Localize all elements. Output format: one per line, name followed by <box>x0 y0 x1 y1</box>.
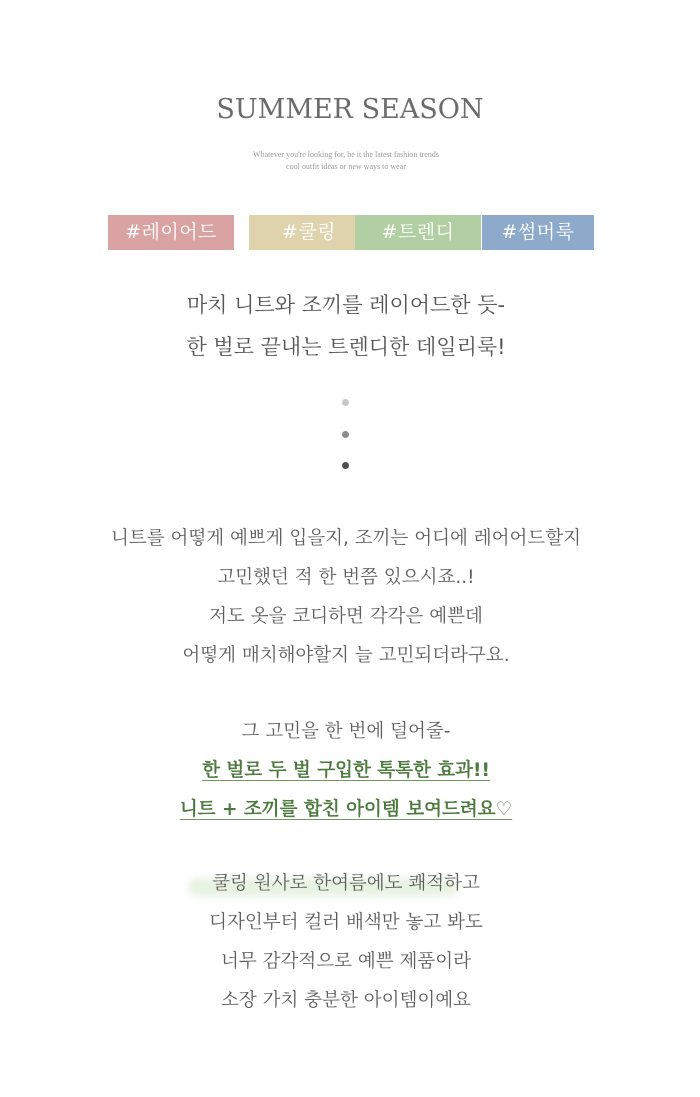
highlight-text: 니트 + 조끼를 합친 아이템 보여드려요♡ <box>179 799 513 820</box>
page-subtitle <box>0 149 692 173</box>
subtitle-line: Whatever you're looking for, be it the latest fashion trends <box>253 150 439 159</box>
intro-paragraph <box>0 519 692 675</box>
separator-dot <box>342 431 349 438</box>
highlight-text: 한 벌로 두 벌 구입한 톡톡한 효과!! <box>202 760 490 781</box>
hashtag-list <box>108 215 594 250</box>
paragraph-line: 어떻게 매치해야할지 늘 고민되더라구요. <box>182 645 510 666</box>
headline-line: 한 벌로 끝내는 트렌디한 데일리룩! <box>186 335 506 359</box>
paragraph-line: 고민했던 적 한 번쯤 있으시죠..! <box>217 567 475 588</box>
hashtag-trendy: #트렌디 <box>355 215 481 250</box>
paragraph-line: 쿨링 원사로 한여름에도 쾌적하고 <box>212 873 480 894</box>
headline-line: 마치 니트와 조끼를 레이어드한 듯- <box>186 293 506 317</box>
paragraph-line: 그 고민을 한 번에 덜어줄- <box>241 721 451 742</box>
separator-dot <box>342 462 349 469</box>
hashtag-cooling: #쿨링 <box>249 215 369 250</box>
feature-paragraph <box>0 864 692 1020</box>
subtitle-line: cool outfit ideas or new ways to wear <box>286 162 406 171</box>
page-title: SUMMER SEASON <box>216 94 484 125</box>
highlight-paragraph <box>0 712 692 829</box>
separator-dot <box>342 399 349 406</box>
paragraph-line: 니트를 어떻게 예쁘게 입을지, 조끼는 어디에 레어어드할지 <box>110 528 582 549</box>
hashtag-summer-look: #썸머룩 <box>482 215 594 250</box>
hashtag-layered: #레이어드 <box>108 215 234 250</box>
paragraph-line: 너무 감각적으로 예쁜 제품이라 <box>221 951 471 972</box>
paragraph-line: 디자인부터 컬러 배색만 놓고 봐도 <box>209 912 483 933</box>
paragraph-line: 저도 옷을 코디하면 각각은 예쁜데 <box>209 606 483 627</box>
headline <box>0 284 692 368</box>
paragraph-line: 소장 가치 충분한 아이템이예요 <box>221 990 471 1011</box>
